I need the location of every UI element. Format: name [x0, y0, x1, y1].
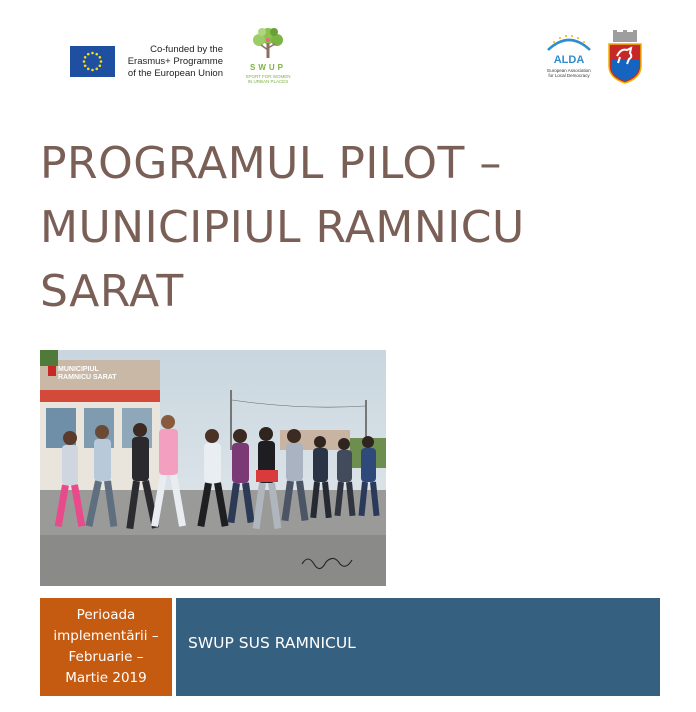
eu-cofunded-line: Co-funded by the [150, 44, 223, 55]
photo-sign-line: RAMNICU SARAT [58, 374, 117, 381]
ramnicu-sarat-crest-icon [607, 30, 643, 84]
photo-sign-text [58, 366, 117, 382]
swup-logo-tagline [240, 74, 296, 84]
period-line: implementării – [53, 628, 159, 644]
project-name-box [176, 598, 660, 696]
swup-tree-icon [248, 26, 288, 62]
period-line: Perioada [76, 607, 136, 623]
photo-sign-line: MUNICIPIUL [58, 366, 99, 373]
alda-subtitle-line: European Association [547, 68, 591, 73]
period-line: Martie 2019 [65, 670, 147, 686]
title-line: SARAT [40, 266, 184, 317]
running-group-photo [40, 350, 386, 586]
page-title [40, 132, 660, 324]
alda-logo-subtitle [540, 68, 598, 78]
eu-cofunded-text [123, 44, 223, 80]
eu-cofunded-line: of the European Union [127, 68, 223, 79]
swup-logo [240, 26, 296, 88]
alda-subtitle-line: for Local Democracy [548, 73, 590, 78]
period-line: Februarie – [68, 649, 144, 665]
implementation-period-box [40, 598, 172, 696]
alda-logo-name: ALDA [553, 54, 585, 66]
swup-tagline-line: IN URBAN PLACES [247, 79, 289, 84]
alda-logo [540, 32, 598, 84]
eu-cofunded-line: Erasmus+ Programme [127, 56, 223, 67]
title-line: PROGRAMUL PILOT – [40, 138, 502, 189]
title-line: MUNICIPIUL RAMNICU [40, 202, 525, 253]
project-name: SWUP SUS RAMNICUL [188, 634, 356, 652]
eu-flag-icon [70, 46, 115, 77]
alda-arc-icon [544, 32, 594, 52]
swup-logo-name: SWUP [250, 63, 286, 72]
swup-tagline-line: SPORT FOR WOMEN [245, 74, 291, 79]
